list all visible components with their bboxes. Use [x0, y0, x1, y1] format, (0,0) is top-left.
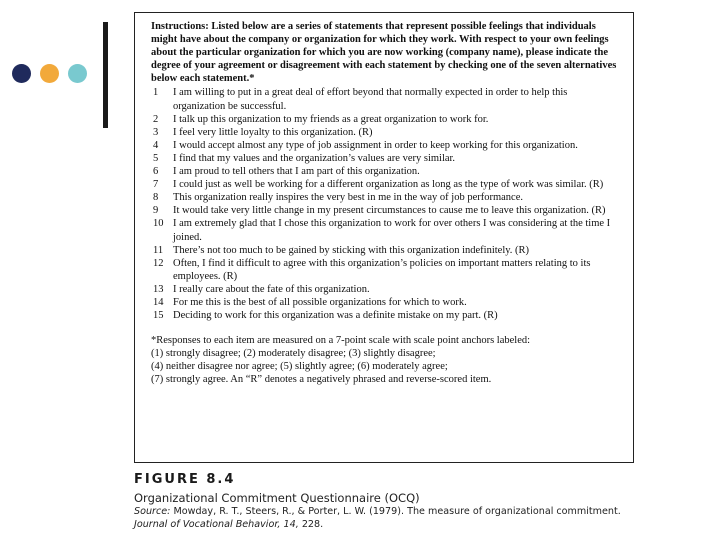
footnote-line: (4) neither disagree nor agree; (5) slightly agree; (6) moderately agree;: [151, 361, 448, 373]
statement-text: I am proud to tell others that I am part of this organization.: [173, 166, 420, 178]
statement-number: 10: [153, 218, 164, 230]
statement-text: I find that my values and the organization’s values are very similar.: [173, 152, 456, 164]
statement-list: [151, 86, 619, 322]
statement-number: 8: [153, 192, 159, 204]
source-journal: Journal of Vocational Behavior, 14,: [134, 518, 299, 530]
statement-text: Often, I find it difficult to agree with this organization’s policies on important matters relating to its employees. (R): [173, 257, 591, 282]
dot-navy: [12, 64, 31, 83]
statement-text: There’s not too much to be gained by sticking with this organization indefinitely. (R): [173, 244, 530, 256]
figure-label: FIGURE 8.4: [134, 472, 236, 487]
statement-number: 3: [153, 126, 159, 138]
statement-number: 11: [153, 244, 164, 256]
instructions-text: Instructions: Listed below are a series of statements that represent possible feelings that individuals might have about the company or organization for which they work. With respect to your own feelings about the particular organization for which you are now working (company name), please indicate the degree of your agreement or disagreement with each statement by checking one of the seven alternatives below each statement.*: [151, 21, 617, 85]
statement-item: [151, 165, 619, 178]
dot-teal: [68, 64, 87, 83]
statement-number: 14: [153, 296, 164, 308]
statement-number: 1: [153, 87, 159, 99]
statement-text: I could just as well be working for a different organization as long as the type of work was similar. (R): [173, 179, 604, 191]
statement-number: 7: [153, 179, 159, 191]
dot-orange: [40, 64, 59, 83]
source-citation: Mowday, R. T., Steers, R., & Porter, L. W. (1979). The measure of organizational commitment.: [170, 506, 621, 517]
statement-number: 6: [153, 166, 159, 178]
statement-text: I talk up this organization to my friends as a great organization to work for.: [173, 113, 489, 125]
statement-item: [151, 126, 619, 139]
statement-text: It would take very little change in my present circumstances to cause me to leave this organization. (R): [173, 205, 606, 217]
decorative-dots: [12, 64, 87, 83]
statement-number: 15: [153, 310, 164, 322]
statement-item: [151, 152, 619, 165]
statement-item: [151, 283, 619, 296]
statement-number: 5: [153, 152, 159, 164]
statement-item: [151, 309, 619, 322]
statement-number: 12: [153, 257, 164, 269]
statement-number: 9: [153, 205, 159, 217]
statement-item: [151, 139, 619, 152]
statement-item: [151, 217, 619, 243]
statement-text: I feel very little loyalty to this organization. (R): [173, 126, 373, 138]
statement-item: [151, 204, 619, 217]
source-label: Source:: [134, 506, 171, 517]
questionnaire-box: [134, 12, 634, 463]
footnote-line: *Responses to each item are measured on a 7-point scale with scale point anchors labeled:: [151, 335, 531, 347]
statement-number: 2: [153, 113, 159, 125]
statement-item: [151, 244, 619, 257]
figure-title: Organizational Commitment Questionnaire (OCQ): [134, 491, 420, 505]
statement-text: I am willing to put in a great deal of effort beyond that normally expected in order to help this organization be successful.: [173, 87, 568, 112]
statement-item: [151, 296, 619, 309]
source-pages: 228.: [298, 518, 324, 530]
statement-text: I would accept almost any type of job assignment in order to keep working for this organization.: [173, 139, 578, 151]
statement-item: [151, 178, 619, 191]
statement-text: I really care about the fate of this organization.: [173, 283, 370, 295]
statement-item: [151, 191, 619, 204]
footnote-line: (7) strongly agree. An “R” denotes a negatively phrased and reverse-scored item.: [151, 374, 492, 386]
statement-item: [151, 86, 619, 112]
statement-item: [151, 113, 619, 126]
statement-text: For me this is the best of all possible organizations for which to work.: [173, 296, 467, 308]
footnote-line: (1) strongly disagree; (2) moderately disagree; (3) slightly disagree;: [151, 348, 436, 360]
statement-number: 13: [153, 283, 164, 295]
response-scale-footnote: [151, 334, 619, 386]
statement-text: This organization really inspires the very best in me in the way of job performance.: [173, 192, 523, 204]
statement-number: 4: [153, 139, 159, 151]
figure-source: [134, 506, 714, 531]
vertical-accent-bar: [103, 22, 108, 128]
statement-text: I am extremely glad that I chose this organization to work for over others I was considering at the time I joined.: [173, 218, 611, 243]
statement-item: [151, 257, 619, 283]
statement-text: Deciding to work for this organization was a definite mistake on my part. (R): [173, 310, 498, 322]
